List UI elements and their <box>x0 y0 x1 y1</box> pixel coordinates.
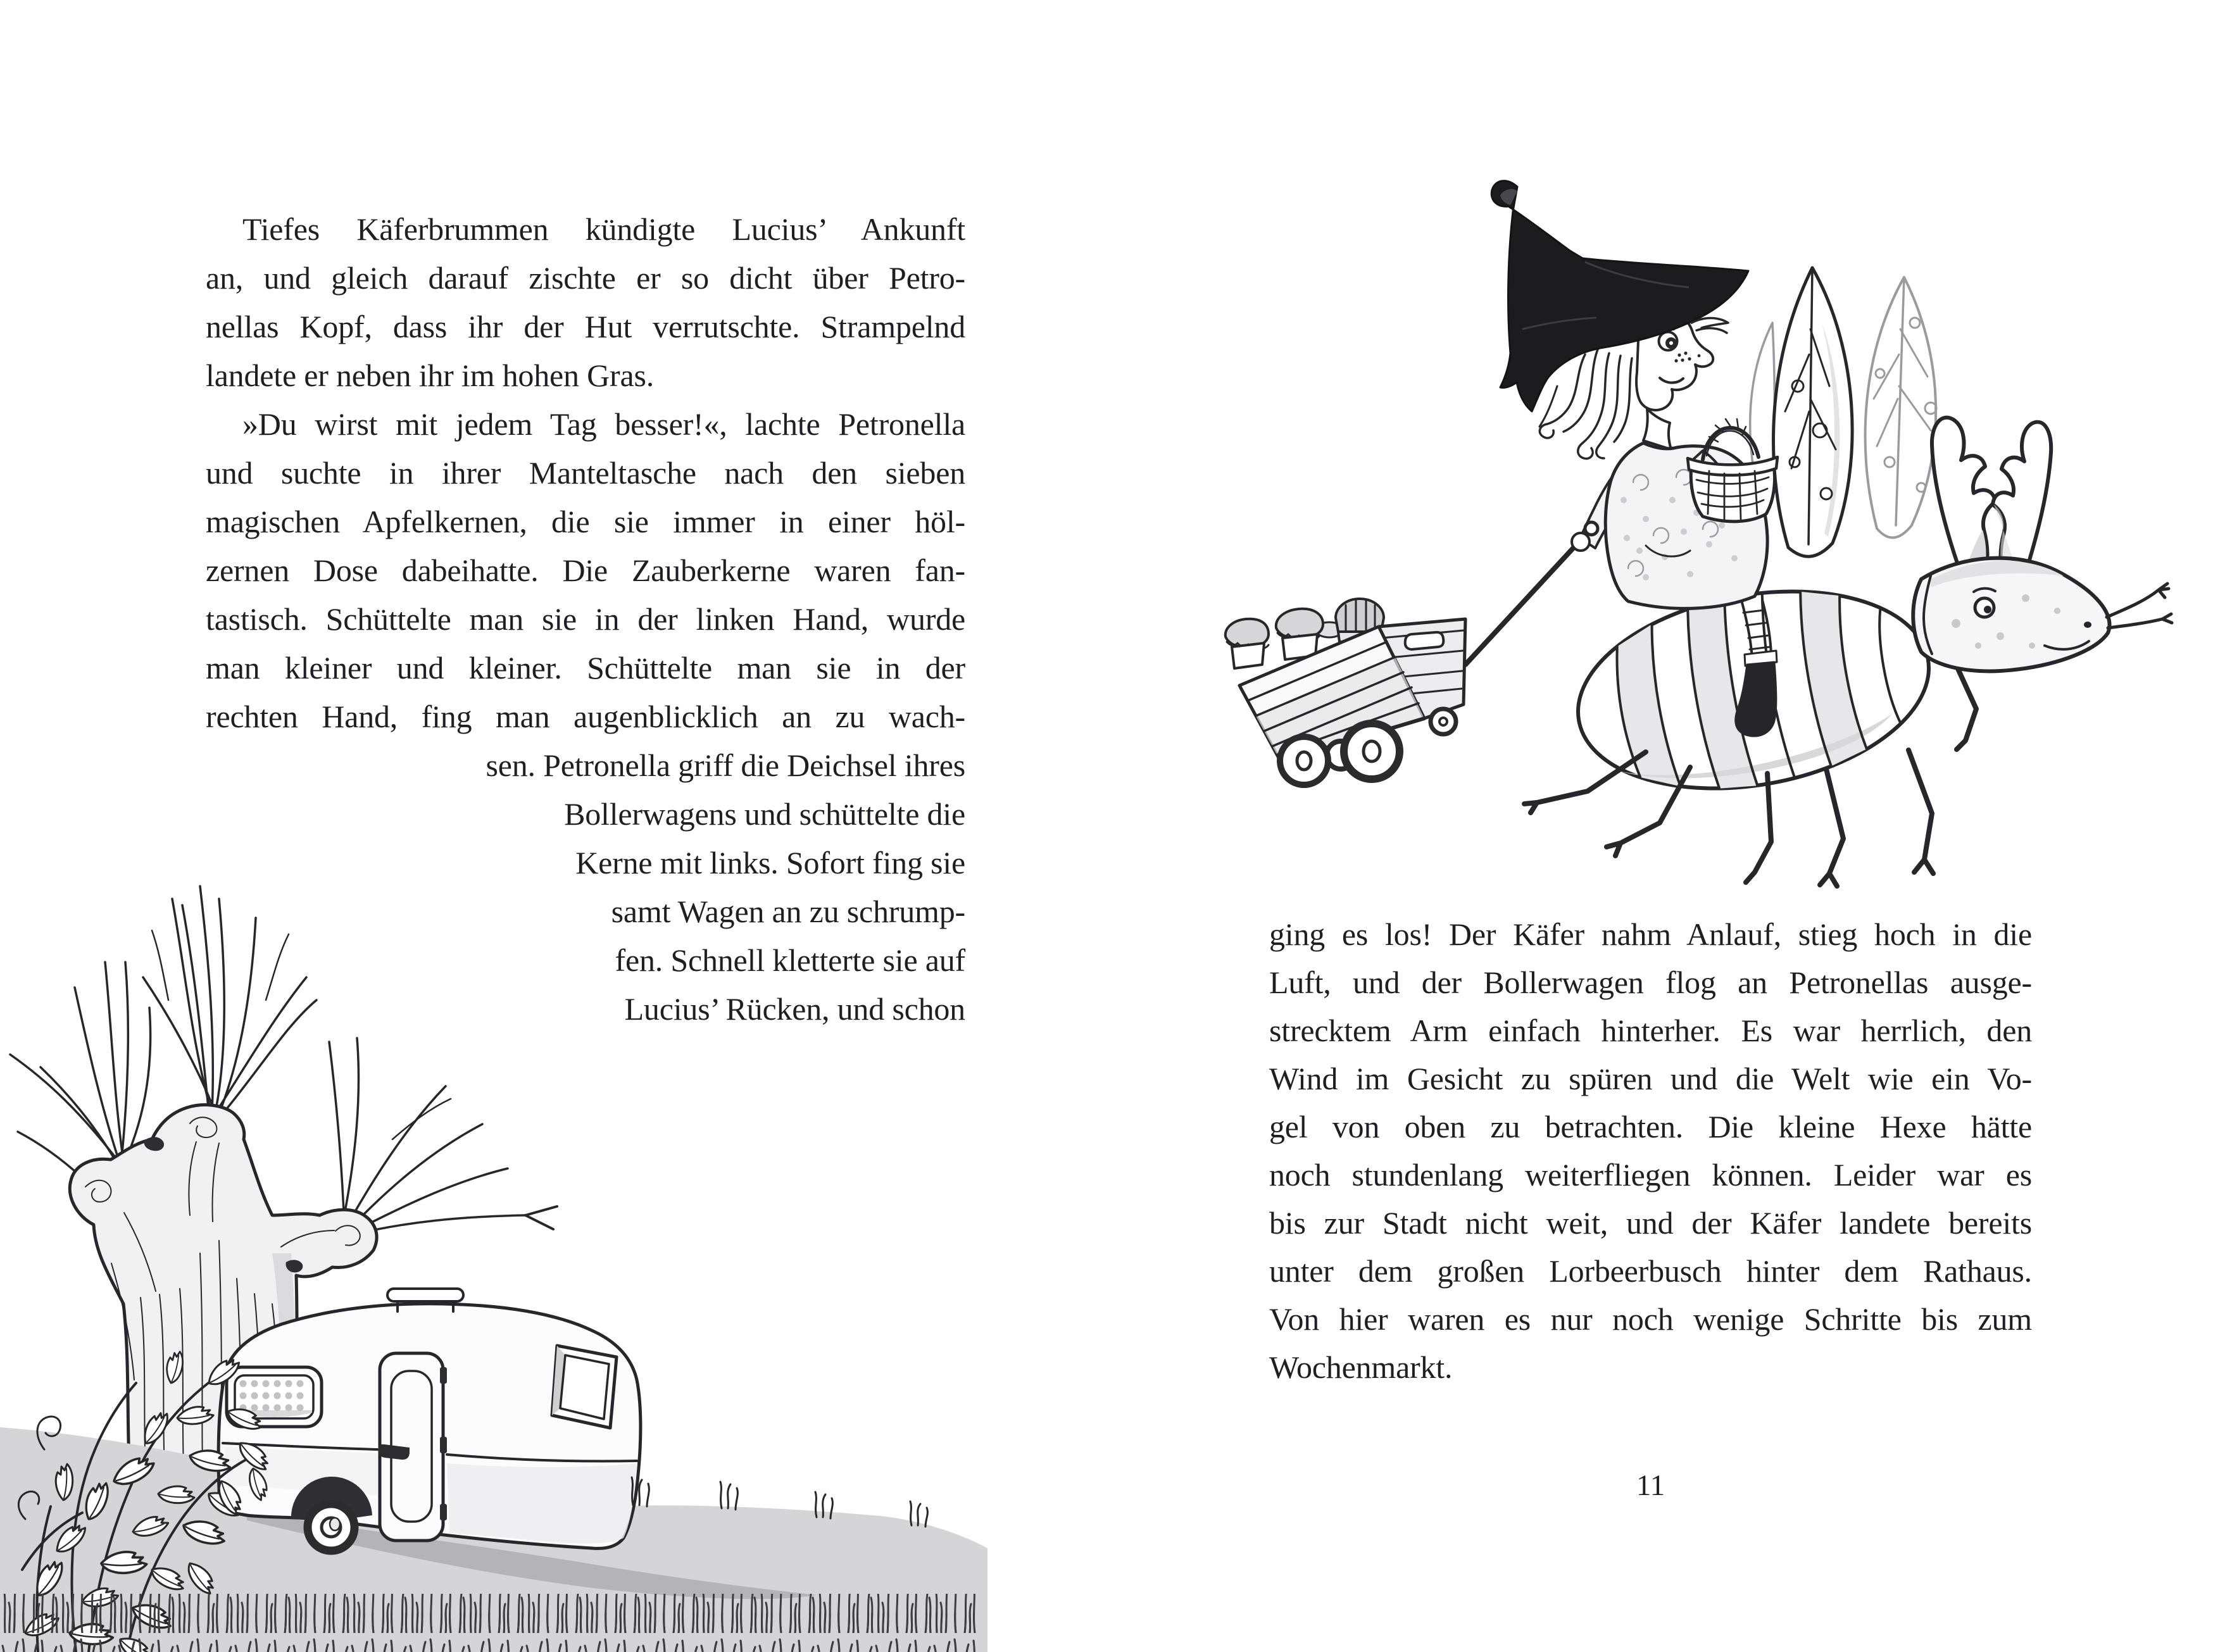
text-line: Tiefes Käferbrummen kündigte Lucius’ Ankunft <box>242 211 965 247</box>
beetle-antlers <box>1932 418 2051 577</box>
text-line: tastisch. Schüttelte man sie in der linken Hand, wurde <box>206 601 965 637</box>
leaf-wing-dark <box>1773 268 1852 556</box>
text-line: und suchte in ihrer Manteltasche nach den sieben <box>206 455 965 491</box>
witch-beetle-illustration <box>1203 57 2178 905</box>
wagon-handle-rod <box>1465 538 1583 665</box>
text-line: Lucius’ Rücken, und schon <box>624 991 965 1027</box>
text-line: Kerne mit links. Sofort fing sie <box>575 845 965 880</box>
leaf-wing-light <box>1865 277 1936 537</box>
text-line: gel von oben zu betrachten. Die kleine Hexe hätte <box>1269 1109 2032 1144</box>
text-line: nellas Kopf, dass ihr der Hut verrutschte. Strampelnd <box>206 309 965 344</box>
caravan <box>218 1289 641 1551</box>
caravan-window-right <box>552 1346 617 1428</box>
text-line: noch stundenlang weiterfliegen können. Leider war es <box>1269 1157 2032 1192</box>
text-line: landete er neben ihr im hohen Gras. <box>206 358 655 393</box>
text-line: Bollerwagens und schüttelte die <box>564 796 965 832</box>
left-page-text-block <box>206 211 965 1039</box>
beetle-head <box>1913 558 2172 672</box>
text-line: zernen Dose dabeihatte. Die Zauberkerne waren fan- <box>206 553 965 588</box>
text-line: Wind im Gesicht zu spüren und die Welt wie ein Vo- <box>1269 1061 2032 1096</box>
text-line: strecktem Arm einfach hinterher. Es war herrlich, den <box>1269 1013 2032 1048</box>
text-line: rechten Hand, fing man augenblicklich an zu wach- <box>206 699 965 734</box>
text-line: samt Wagen an zu schrump- <box>611 894 965 929</box>
basket <box>1688 419 1777 522</box>
text-line: sen. Petronella griff die Deichsel ihres <box>486 748 965 783</box>
handle-knob <box>1585 522 1598 535</box>
text-line: man kleiner und kleiner. Schüttelte man sie in der <box>206 650 965 685</box>
text-line: fen. Schnell kletterte sie auf <box>615 942 965 978</box>
text-line: bis zur Stadt nicht weit, und der Käfer landete bereits <box>1269 1205 2032 1241</box>
leaf-wings <box>1750 268 1936 556</box>
text-line: Wochenmarkt. <box>1269 1349 1453 1385</box>
roof-vent <box>387 1289 463 1301</box>
text-line: unter dem großen Lorbeerbusch hinter dem Rathaus. <box>1269 1253 2032 1289</box>
right-page-text-block <box>1269 916 2032 1397</box>
text-line: Luft, und der Bollerwagen flog an Petronellas ausge- <box>1269 965 2032 1000</box>
witch-hat <box>1491 181 1748 411</box>
caravan-door <box>378 1353 447 1541</box>
text-line: magischen Apfelkernen, die sie immer in einer höl- <box>206 504 965 539</box>
text-line: an, und gleich darauf zischte er so dicht über Petro- <box>206 260 965 296</box>
beetle-antennae <box>2107 584 2172 628</box>
text-line: Von hier waren es nur noch wenige Schritte bis zum <box>1269 1301 2032 1337</box>
text-line: »Du wirst mit jedem Tag besser!«, lachte Petronella <box>242 406 965 442</box>
page-number: 11 <box>1636 1469 1665 1502</box>
bollerwagen-handcart <box>1226 538 1583 785</box>
witch-hand <box>1572 533 1589 551</box>
text-line: ging es los! Der Käfer nahm Anlauf, stieg hoch in die <box>1269 917 2032 952</box>
